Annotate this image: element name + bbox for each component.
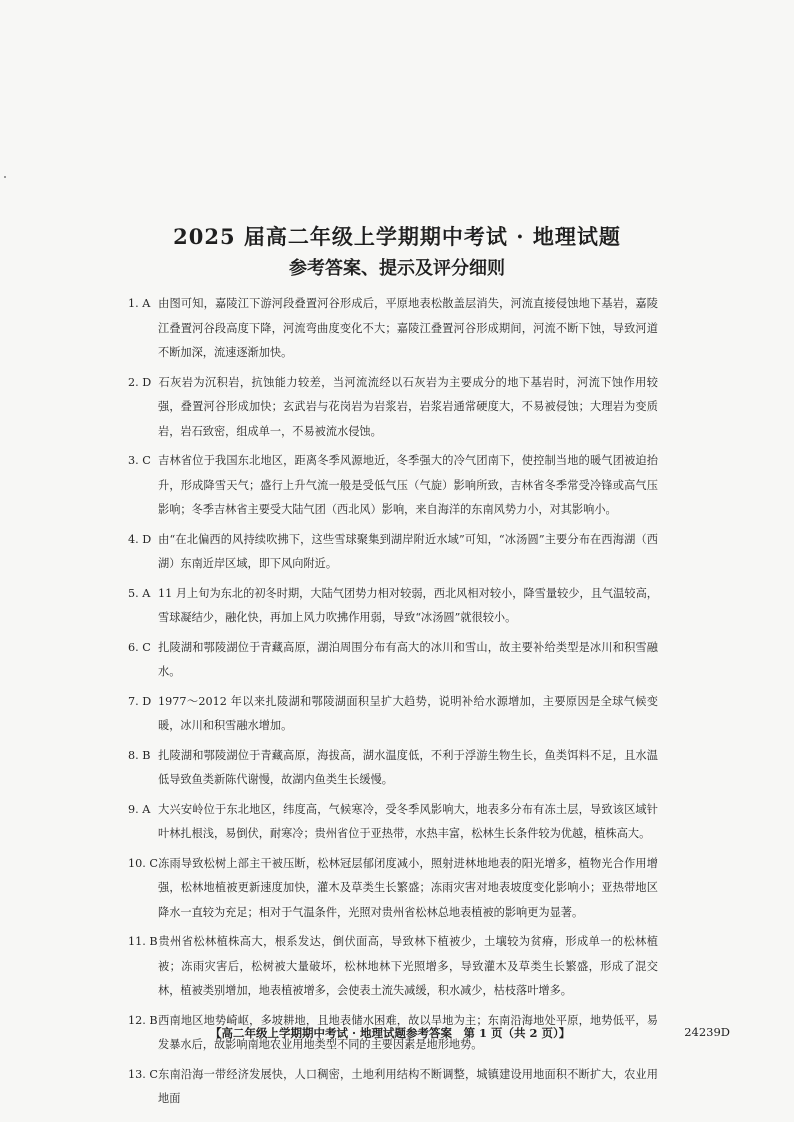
answer-text: 石灰岩为沉积岩，抗蚀能力较差，当河流流经以石灰岩为主要成分的地下基岩时，河流下蚀作用较强，叠置河谷形成加快；玄武岩与花岗岩为岩浆岩，岩浆岩通常硬度大，不易被侵蚀；大理岩为变质岩，岩石致密，组成单一，不易被流水侵蚀。	[158, 375, 658, 438]
page-footer	[210, 1025, 730, 1041]
answer-number: 2. D	[128, 375, 152, 389]
answer-item	[128, 852, 658, 926]
answer-text: 大兴安岭位于东北地区，纬度高，气候寒冷，受冬季风影响大，地表多分布有冻土层，导致该区域针叶林扎根浅，易倒伏，耐寒冷；贵州省位于亚热带，水热丰富，松林生长条件较为优越，植株高大。	[158, 802, 658, 840]
answer-item	[128, 292, 658, 366]
answer-item	[128, 636, 658, 685]
answer-text: 11 月上旬为东北的初冬时期，大陆气团势力相对较弱，西北风相对较小，降雪量较少，且气温较高，雪球凝结少，融化快，再加上风力吹拂作用弱，导致“冰汤圆”就很较小。	[158, 586, 658, 624]
scan-speck	[4, 176, 6, 178]
answer-item	[128, 449, 658, 523]
footer-label: 【高二年级上学期期中考试 · 地理试题参考答案 第 1 页（共 2 页）】	[210, 1026, 571, 1040]
answer-number: 13. C	[128, 1067, 158, 1081]
answer-text: 贵州省松林植株高大，根系发达，倒伏面高，导致林下植被少，土壤较为贫瘠，形成单一的松林植被；冻雨灾害后，松树被大量破坏，松林地林下光照增多，导致灌木及草类生长繁盛，形成了混交林，植被类别增加，地表植被增多，会使表土流失减缓，积水减少，枯枝落叶增多。	[158, 935, 658, 997]
answer-item	[128, 744, 658, 793]
answer-number: 6. C	[128, 640, 151, 654]
answer-text: 扎陵湖和鄂陵湖位于青藏高原，海拔高，湖水温度低，不利于浮游生物生长，鱼类饵料不足，且水温低导致鱼类新陈代谢慢，故湖内鱼类生长缓慢。	[158, 748, 658, 786]
answer-text: 由图可知，嘉陵江下游河段叠置河谷形成后，平原地表松散盖层消失，河流直接侵蚀地下基岩，嘉陵江叠置河谷段高度下降，河流弯曲度变化不大；嘉陵江叠置河谷形成期间，河流不断下蚀，导致河道不断加深，流速逐渐加快。	[158, 297, 658, 359]
answer-item	[128, 930, 658, 1004]
answer-text: 1977～2012 年以来扎陵湖和鄂陵湖面积呈扩大趋势，说明补给水源增加，主要原因是全球气候变暖，冰川和积雪融水增加。	[158, 694, 658, 732]
answer-number: 5. A	[128, 586, 151, 600]
answer-number: 11. B	[128, 935, 158, 948]
answer-text: 由“在北偏西的风持续吹拂下，这些雪球聚集到湖岸附近水域”可知，“冰汤圆”主要分布在西海湖（西湖）东南近岸区域，即下风向附近。	[158, 532, 658, 570]
document-title: 2025 届高二年级上学期期中考试 · 地理试题	[173, 224, 621, 249]
answer-text: 冻雨导致松树上部主干被压断，松林冠层郁闭度减小，照射进林地地表的阳光增多，植物光合作用增强，松林地植被更新速度加快，灌木及草类生长繁盛；冻雨灾害对地表坡度变化影响小；亚热带地区降水一直较为充足；相对于气温条件，光照对贵州省松林总地表植被的影响更为显著。	[158, 856, 658, 919]
answer-item	[128, 798, 658, 847]
answer-number: 9. A	[128, 802, 151, 816]
answer-list	[128, 292, 658, 1117]
answer-text: 扎陵湖和鄂陵湖位于青藏高原，湖泊周围分布有高大的冰川和雪山，故主要补给类型是冰川和积雪融水。	[158, 640, 658, 678]
answer-item	[128, 1063, 658, 1112]
answer-item	[128, 690, 658, 739]
answer-number: 8. B	[128, 748, 151, 762]
answer-text: 东南沿海一带经济发展快，人口稠密，土地利用结构不断调整，城镇建设用地面积不断扩大，农业用地面	[158, 1067, 658, 1105]
answer-item	[128, 582, 658, 631]
answer-number: 12. B	[128, 1013, 158, 1027]
answer-text: 西南地区地势崎岖，多坡耕地，且地表储水困难，故以旱地为主；东南沿海地处平原，地势低平，易发暴水后，故影响南地农业用地类型不同的主要因素是地形地势。	[158, 1013, 658, 1051]
document-subtitle: 参考答案、提示及评分细则	[289, 258, 505, 279]
footer-code: 24239D	[684, 1025, 730, 1039]
answer-number: 3. C	[128, 454, 151, 467]
answer-number: 10. C	[128, 856, 158, 870]
answer-number: 4. D	[128, 532, 152, 546]
answer-item	[128, 528, 658, 577]
answer-number: 1. A	[128, 297, 151, 310]
answer-number: 7. D	[128, 694, 152, 708]
answer-item	[128, 371, 658, 445]
document-header	[0, 222, 794, 282]
answer-text: 吉林省位于我国东北地区，距离冬季风源地近，冬季强大的冷气团南下，使控制当地的暖气团被迫抬升，形成降雪天气；盛行上升气流一般是受低气压（气旋）影响所致，吉林省冬季常受冷锋或高气压影响；冬季吉林省主要受大陆气团（西北风）影响，来自海洋的东南风势力小，对其影响小。	[158, 454, 658, 516]
